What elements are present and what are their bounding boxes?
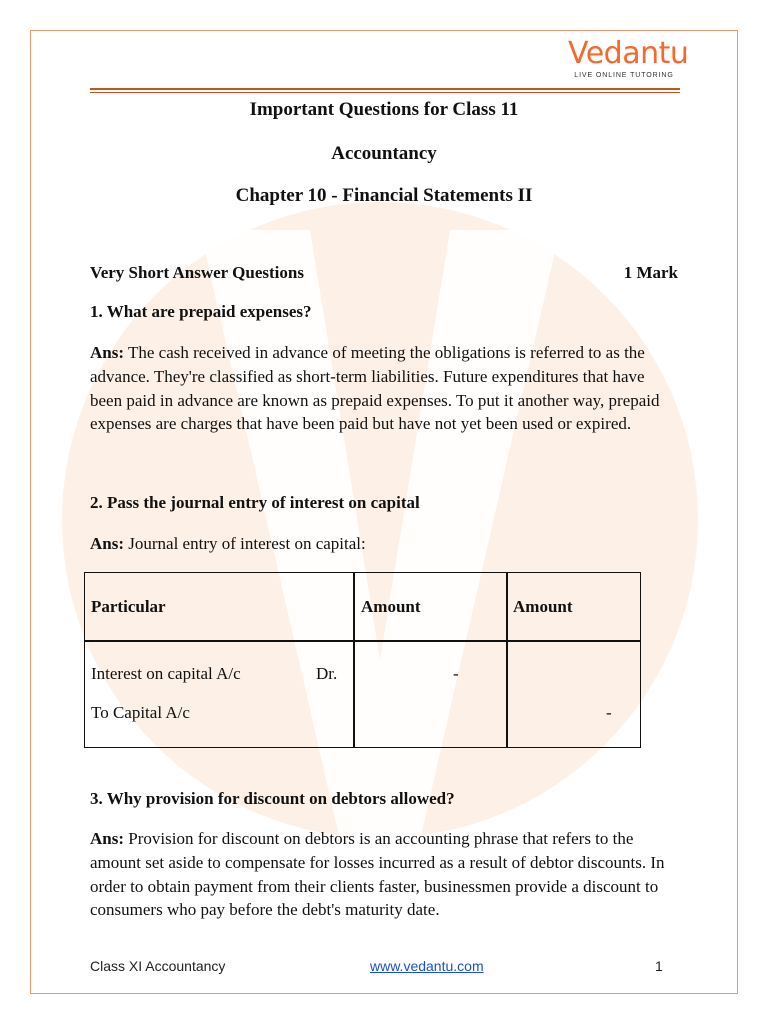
header-amount-credit: Amount	[513, 597, 573, 616]
answer-label: Ans:	[90, 534, 125, 553]
answer-line: expenses are charges that have been paid but have not yet been used or expired.	[90, 414, 632, 434]
section-marks: 1 Mark	[623, 263, 678, 282]
question-1: 1. What are prepaid expenses?	[90, 302, 312, 321]
header-particular: Particular	[91, 597, 166, 616]
row1-debit-amount: -	[453, 664, 459, 683]
answer-line: amount set aside to compensate for losses incurred as a result of debtor discounts. In	[90, 852, 665, 872]
answer-line: consumers who pay before the debt's maturity date.	[90, 900, 440, 920]
row1-particular: Interest on capital A/c	[91, 664, 241, 683]
table-divider	[353, 573, 355, 747]
row2-credit-amount: -	[606, 703, 612, 722]
logo-wordmark: Vedantu	[568, 36, 689, 71]
row1-dr: Dr.	[316, 664, 338, 683]
header-amount-debit: Amount	[361, 597, 421, 616]
header-rule-thin	[90, 92, 680, 93]
answer-2	[90, 532, 678, 556]
header-rule	[90, 88, 680, 90]
page-number: 1	[655, 958, 663, 974]
answer-line: The cash received in advance of meeting the obligations is referred to as the	[127, 343, 645, 362]
subject-title: Accountancy	[331, 143, 437, 164]
website-link[interactable]: www.vedantu.com	[370, 958, 484, 974]
question-3: 3. Why provision for discount on debtors allowed?	[90, 789, 455, 808]
chapter-title: Chapter 10 - Financial Statements II	[235, 185, 533, 206]
answer-3	[90, 827, 678, 922]
answer-1	[90, 341, 678, 436]
document-title: Important Questions for Class 11	[249, 99, 519, 120]
answer-label: Ans:	[90, 343, 125, 362]
vedantu-watermark	[60, 190, 700, 850]
answer-text: Journal entry of interest on capital:	[128, 534, 366, 553]
logo-tagline: LIVE ONLINE TUTORING	[574, 72, 674, 79]
vedantu-logo	[568, 36, 689, 84]
answer-line: advance. They're classified as short-term liabilities. Future expenditures that have	[90, 366, 645, 386]
footer-left: Class XI Accountancy	[90, 958, 226, 974]
answer-line: Provision for discount on debtors is an accounting phrase that refers to the	[128, 829, 634, 848]
answer-line: order to obtain payment from their clients faster, businessmen provide a discount to	[90, 876, 659, 896]
answer-label: Ans:	[90, 829, 125, 848]
table-divider	[506, 573, 508, 747]
footer-link-wrap	[370, 958, 484, 974]
section-label: Very Short Answer Questions	[90, 263, 304, 282]
journal-entry-table	[84, 572, 641, 748]
row2-particular: To Capital A/c	[91, 703, 190, 722]
section-header	[90, 263, 678, 283]
table-header-divider	[85, 640, 640, 642]
answer-line: been paid in advance are known as prepaid expenses. To put it another way, prepaid	[90, 390, 660, 410]
question-2: 2. Pass the journal entry of interest on capital	[90, 493, 420, 512]
